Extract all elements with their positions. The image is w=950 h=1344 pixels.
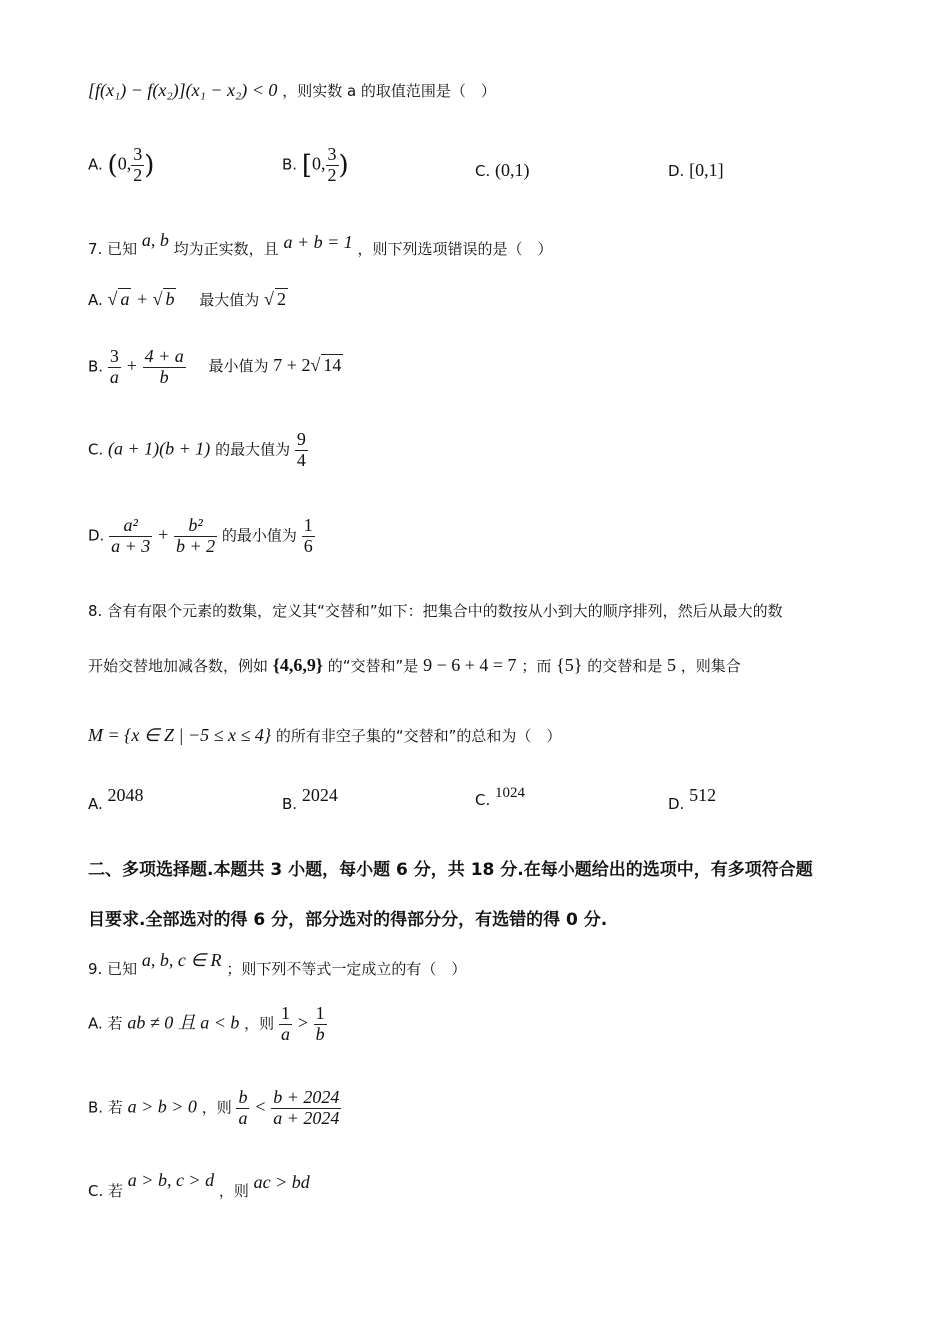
q9-option-a: A. 若 ab ≠ 0 且 a < b ，则 $\frac{1}{a}$ > $\frac{1}{b}$	[88, 1003, 325, 1044]
q6-question: ，则实数 a 的取值范围是（ ）	[282, 82, 496, 100]
q7-stem: 7. 已知 a, b 均为正实数，且 a + b = 1 ，则下列选项错误的是（ ）	[88, 230, 553, 258]
q6-option-d: D. [0,1]	[668, 160, 724, 180]
q9-option-c: C. 若 a > b, c > d ，则 ac > bd	[88, 1170, 310, 1200]
q8-option-a: A. 2048	[88, 785, 144, 813]
q7-option-b: B. $\frac{3}{a}$ + $\frac{4 + a}{b}$ 最小值为 7 + 2√ 14	[88, 346, 342, 387]
section2-heading-line1: 二、多项选择题.本题共 3 小题，每小题 6 分，共 18 分.在每小题给出的选项中，有多项符合题	[88, 860, 813, 880]
q9-option-b: B. 若 a > b > 0 ，则 $\frac{b}{a}$ < $\frac{b + 2024}{a + 2024}$	[88, 1087, 340, 1128]
q8-stem-line3: M = {x ∈ Z | −5 ≤ x ≤ 4} 的所有非空子集的“交替和”的总和为（ ）	[88, 725, 562, 745]
q7-option-c: C. (a + 1)(b + 1) 的最大值为 $\frac{9}{4}$	[88, 429, 306, 470]
q8-option-b: B. 2024	[282, 785, 338, 813]
q8-stem-line1: 8. 含有有限个元素的数集，定义其“交替和”如下：把集合中的数按从小到大的顺序排列，然后从最大的数	[88, 602, 783, 620]
q6-option-b: B. [0, $\frac{3}{2}$ )	[282, 144, 349, 185]
section2-heading-line2: 目要求.全部选对的得 6 分，部分选对的得部分分，有选错的得 0 分.	[88, 910, 608, 930]
q6-option-c: C. (0,1)	[475, 160, 530, 180]
q7-option-d: D. $\frac{\text{a²}}{a + 3}$ + $\frac{\text{b²}}{b + 2}$ 的最小值为 $\frac{1}{6}$	[88, 515, 313, 556]
q7-option-a: A. √ a + √ b 最大值为 √ 2	[88, 289, 286, 309]
q8-option-d: D. 512	[668, 785, 717, 813]
q8-option-c: C. 1024	[475, 785, 526, 809]
q6-inequality: [f(x₁) − f(x₂)](x₁ − x₂) < 0	[88, 80, 278, 100]
q6-option-a: A. (0, $\frac{3}{2}$ )	[88, 144, 155, 185]
q8-stem-line2: 开始交替地加减各数，例如 {4,6,9} 的“交替和”是 9 − 6 + 4 = 7 ；而 {5} 的交替和是 5 ，则集合	[88, 655, 741, 675]
q9-stem: 9. 已知 a, b, c ∈ R ；则下列不等式一定成立的有（ ）	[88, 950, 467, 978]
q6-condition-line	[88, 80, 496, 101]
